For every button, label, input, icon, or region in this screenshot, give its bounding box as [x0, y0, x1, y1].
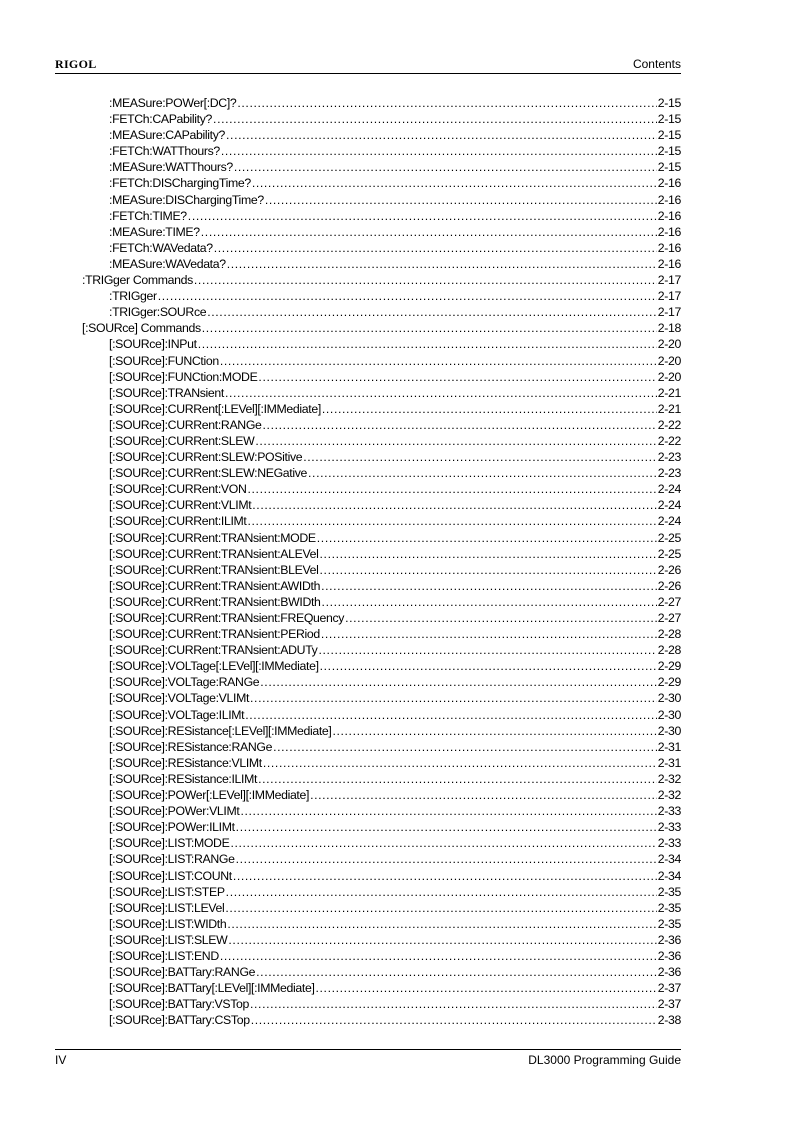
toc-entry[interactable]	[82, 771, 681, 787]
dot-leader	[316, 980, 657, 996]
toc-entry[interactable]	[82, 980, 681, 996]
toc-entry-page: 2-32	[657, 788, 681, 803]
toc-entry-title: [:SOURce]:CURRent:TRANsient:BLEVel	[109, 562, 319, 577]
toc-section-entry[interactable]	[82, 272, 681, 288]
toc-entry-page: 2-37	[657, 981, 681, 996]
toc-entry-page: 2-15	[657, 160, 681, 175]
toc-entry-title: [:SOURce]:CURRent:VON	[109, 482, 247, 497]
toc-entry[interactable]	[82, 256, 681, 272]
dot-leader	[225, 900, 656, 916]
dot-leader	[308, 465, 657, 481]
toc-entry-title: [:SOURce]:RESistance[:LEVel][:IMMediate]	[109, 723, 332, 738]
toc-entry-page: 2-17	[657, 305, 681, 320]
toc-entry[interactable]	[82, 224, 681, 240]
toc-entry-page: 2-15	[657, 128, 681, 143]
toc-entry-title: :FETCh:CAPability?	[109, 112, 213, 127]
toc-entry[interactable]	[82, 497, 681, 513]
toc-entry[interactable]	[82, 513, 681, 529]
dot-leader	[256, 964, 657, 980]
toc-entry-title: [:SOURce]:CURRent:TRANsient:ALEVel	[109, 546, 319, 561]
toc-entry-title: [:SOURce]:LIST:WIDth	[109, 916, 227, 931]
toc-entry[interactable]	[82, 739, 681, 755]
dot-leader	[317, 530, 657, 546]
toc-entry-page: 2-16	[657, 208, 681, 223]
toc-entry[interactable]	[82, 433, 681, 449]
toc-entry[interactable]	[82, 868, 681, 884]
toc-entry-title: :TRIGger	[109, 289, 157, 304]
toc-entry-page: 2-20	[657, 337, 681, 352]
dot-leader	[227, 916, 656, 932]
dot-leader	[255, 433, 656, 449]
toc-entry-title: [:SOURce]:LIST:END	[109, 948, 219, 963]
dot-leader	[252, 175, 657, 191]
toc-entry-page: 2-17	[657, 273, 681, 288]
dot-leader	[227, 256, 657, 272]
toc-entry-page: 2-24	[657, 482, 681, 497]
toc-entry-title: :TRIGger:SOURce	[109, 305, 207, 320]
toc-entry-title: [:SOURce]:CURRent:SLEW:NEGative	[109, 466, 308, 481]
toc-entry[interactable]	[82, 964, 681, 980]
toc-entry[interactable]	[82, 884, 681, 900]
toc-entry-page: 2-16	[657, 256, 681, 271]
dot-leader	[250, 690, 657, 706]
toc-entry-title: [:SOURce]:INPut	[109, 337, 197, 352]
toc-entry[interactable]	[82, 755, 681, 771]
toc-entry-page: 2-21	[657, 401, 681, 416]
toc-entry[interactable]	[82, 449, 681, 465]
toc-entry-title: [:SOURce]:CURRent:TRANsient:AWIDth	[109, 578, 321, 593]
toc-entry-page: 2-31	[657, 755, 681, 770]
toc-entry-title: [:SOURce]:FUNCtion	[109, 353, 219, 368]
dot-leader	[250, 996, 657, 1012]
toc-entry-title: [:SOURce]:FUNCtion:MODE	[109, 369, 258, 384]
toc-entry-title: [:SOURce]:VOLTage:RANGe	[109, 675, 260, 690]
dot-leader	[310, 787, 657, 803]
dot-leader	[303, 449, 657, 465]
dot-leader	[252, 497, 657, 513]
toc-entry-title: :FETCh:WAVedata?	[109, 240, 213, 255]
toc-entry-title: [:SOURce]:BATTary:CSTop	[109, 1013, 250, 1028]
toc-entry-page: 2-23	[657, 466, 681, 481]
toc-entry-title: :MEASure:TIME?	[109, 224, 200, 239]
toc-entry[interactable]	[82, 707, 681, 723]
dot-leader	[263, 755, 657, 771]
toc-entry-title: [:SOURce]:LIST:MODE	[109, 836, 230, 851]
toc-entry-page: 2-28	[657, 643, 681, 658]
toc-entry[interactable]	[82, 401, 681, 417]
toc-entry-page: 2-20	[657, 369, 681, 384]
toc-entry[interactable]	[82, 835, 681, 851]
toc-entry-page: 2-24	[657, 498, 681, 513]
toc-entry[interactable]	[82, 159, 681, 175]
toc-entry-title: [:SOURce] Commands	[82, 321, 201, 336]
document-title: DL3000 Programming Guide	[528, 1053, 681, 1067]
toc-entry-title: :FETCh:TIME?	[109, 208, 187, 223]
dot-leader	[194, 272, 657, 288]
toc-entry-title: :MEASure:WATThours?	[109, 160, 233, 175]
toc-entry-title: [:SOURce]:POWer:ILIMt	[109, 820, 235, 835]
dot-leader	[332, 723, 656, 739]
toc-entry-title: [:SOURce]:POWer[:LEVel][:IMMediate]	[109, 788, 310, 803]
dot-leader	[248, 513, 657, 529]
toc-entry-page: 2-38	[657, 1013, 681, 1028]
toc-entry-page: 2-20	[657, 353, 681, 368]
dot-leader	[248, 481, 657, 497]
toc-entry[interactable]	[82, 304, 681, 320]
dot-leader	[233, 868, 657, 884]
toc-entry-page: 2-27	[657, 611, 681, 625]
toc-entry-page: 2-27	[657, 594, 681, 609]
dot-leader	[220, 948, 657, 964]
page-number: IV	[55, 1053, 67, 1067]
dot-leader	[322, 594, 657, 610]
toc-entry[interactable]	[82, 900, 681, 916]
dot-leader	[320, 546, 657, 562]
toc-entry-title: :TRIGger Commands	[82, 273, 193, 288]
toc-entry[interactable]	[82, 385, 681, 401]
toc-entry-title: [:SOURce]:CURRent:SLEW	[109, 433, 255, 448]
toc-entry[interactable]	[82, 803, 681, 819]
toc-entry-page: 2-16	[657, 240, 681, 255]
toc-entry-page: 2-21	[657, 385, 681, 400]
toc-entry-title: [:SOURce]:CURRent:TRANsient:ADUTy	[109, 643, 318, 658]
toc-entry-title: [:SOURce]:BATTary:VSTop	[109, 997, 250, 1012]
toc-entry-page: 2-32	[657, 771, 681, 786]
toc-entry[interactable]	[82, 690, 681, 706]
toc-entry-page: 2-33	[657, 836, 681, 851]
toc-entry-page: 2-36	[657, 948, 681, 963]
toc-entry[interactable]	[82, 127, 681, 143]
dot-leader	[236, 819, 657, 835]
toc-entry-page: 2-35	[657, 884, 681, 899]
dot-leader	[226, 884, 657, 900]
toc-entry-page: 2-34	[657, 852, 681, 867]
toc-entry-page: 2-33	[657, 804, 681, 819]
toc-entry-page: 2-31	[657, 739, 681, 754]
toc-entry-title: [:SOURce]:LIST:LEVel	[109, 900, 225, 915]
dot-leader	[201, 224, 657, 240]
toc-entry-page: 2-35	[657, 900, 681, 915]
toc-entry-page: 2-16	[657, 176, 681, 191]
toc-entry[interactable]	[82, 1012, 681, 1028]
toc-entry-page: 2-29	[657, 659, 681, 674]
toc-entry-page: 2-33	[657, 820, 681, 835]
dot-leader	[322, 401, 657, 417]
toc-entry[interactable]	[82, 819, 681, 835]
dot-leader	[265, 192, 657, 208]
toc-entry-title: [:SOURce]:VOLTage:ILIMt	[109, 707, 245, 722]
dot-leader	[258, 771, 657, 787]
toc-entry-title: [:SOURce]:CURRent:SLEW:POSitive	[109, 450, 303, 465]
toc-entry-page: 2-30	[657, 691, 681, 706]
dot-leader	[321, 578, 657, 594]
dot-leader	[245, 707, 657, 723]
toc-entry[interactable]	[82, 932, 681, 948]
toc-entry-page: 2-26	[657, 578, 681, 593]
toc-entry[interactable]	[82, 143, 681, 159]
toc-entry-title: [:SOURce]:LIST:COUNt	[109, 868, 232, 883]
dot-leader	[251, 1012, 657, 1028]
toc-entry-title: [:SOURce]:CURRent[:LEVel][:IMMediate]	[109, 401, 321, 416]
toc-entry[interactable]	[82, 111, 681, 127]
table-of-contents	[82, 95, 681, 1028]
toc-entry-page: 2-28	[657, 627, 681, 642]
brand-logo: RIGOL	[55, 57, 97, 71]
toc-entry-title: [:SOURce]:TRANsient	[109, 385, 224, 400]
toc-entry[interactable]	[82, 546, 681, 562]
dot-leader	[230, 835, 656, 851]
toc-entry-page: 2-36	[657, 932, 681, 947]
toc-entry[interactable]	[82, 95, 681, 111]
toc-entry-title: [:SOURce]:BATTary:RANGe	[109, 965, 256, 980]
toc-entry[interactable]	[82, 288, 681, 304]
toc-entry-title: :MEASure:CAPability?	[109, 128, 226, 143]
toc-entry-title: [:SOURce]:POWer:VLIMt	[109, 804, 240, 819]
toc-entry-title: :MEASure:WAVedata?	[109, 256, 226, 271]
toc-entry-title: [:SOURce]:CURRent:VLIMt	[109, 498, 252, 513]
toc-entry-page: 2-16	[657, 192, 681, 207]
dot-leader	[320, 562, 657, 578]
toc-entry-page: 2-24	[657, 514, 681, 529]
toc-entry[interactable]	[82, 948, 681, 964]
dot-leader	[321, 626, 657, 642]
toc-entry-page: 2-35	[657, 916, 681, 931]
dot-leader	[345, 610, 657, 626]
toc-entry-title: [:SOURce]:LIST:SLEW	[109, 932, 228, 947]
toc-entry[interactable]	[82, 353, 681, 369]
dot-leader	[213, 111, 657, 127]
toc-entry-page: 2-18	[657, 321, 681, 336]
toc-entry-page: 2-16	[657, 224, 681, 239]
toc-entry-title: :FETCh:DISChargingTime?	[109, 176, 251, 191]
dot-leader	[273, 739, 657, 755]
toc-entry-page: 2-22	[657, 417, 681, 432]
toc-entry-title: :MEASure:POWer[:DC]?	[109, 96, 237, 110]
toc-entry[interactable]	[82, 916, 681, 932]
toc-entry-page: 2-30	[657, 707, 681, 722]
toc-entry[interactable]	[82, 175, 681, 191]
toc-entry[interactable]	[82, 417, 681, 433]
dot-leader	[318, 642, 656, 658]
toc-entry[interactable]	[82, 658, 681, 674]
toc-entry-page: 2-15	[657, 112, 681, 127]
toc-entry[interactable]	[82, 787, 681, 803]
dot-leader	[228, 932, 656, 948]
toc-entry-title: [:SOURce]:LIST:STEP	[109, 884, 225, 899]
toc-entry-page: 2-17	[657, 289, 681, 304]
dot-leader	[207, 304, 657, 320]
toc-entry-page: 2-15	[657, 144, 681, 159]
toc-entry[interactable]	[82, 851, 681, 867]
toc-entry[interactable]	[82, 674, 681, 690]
toc-entry-page: 2-25	[657, 530, 681, 545]
toc-entry-title: [:SOURce]:CURRent:TRANsient:BWIDth	[109, 594, 321, 609]
toc-entry[interactable]	[82, 465, 681, 481]
toc-entry[interactable]	[82, 578, 681, 594]
toc-entry-title: [:SOURce]:BATTary[:LEVel][:IMMediate]	[109, 981, 315, 996]
dot-leader	[260, 674, 657, 690]
toc-entry-title: [:SOURce]:RESistance:VLIMt	[109, 755, 262, 770]
toc-entry-title: [:SOURce]:CURRent:RANGe	[109, 417, 262, 432]
toc-entry[interactable]	[82, 626, 681, 642]
toc-entry-title: [:SOURce]:RESistance:RANGe	[109, 739, 273, 754]
toc-entry-title: [:SOURce]:CURRent:TRANsient:MODE	[109, 530, 316, 545]
dot-leader	[258, 369, 656, 385]
dot-leader	[198, 336, 657, 352]
toc-entry[interactable]	[82, 642, 681, 658]
toc-entry-page: 2-29	[657, 675, 681, 690]
dot-leader	[237, 95, 656, 111]
toc-entry-page: 2-30	[657, 723, 681, 738]
toc-entry-page: 2-25	[657, 546, 681, 561]
toc-entry[interactable]	[82, 562, 681, 578]
toc-entry-title: :MEASure:DISChargingTime?	[109, 192, 264, 207]
toc-entry-page: 2-26	[657, 562, 681, 577]
toc-entry[interactable]	[82, 996, 681, 1012]
toc-entry[interactable]	[82, 192, 681, 208]
page-footer	[55, 1049, 681, 1068]
dot-leader	[221, 143, 657, 159]
dot-leader	[214, 240, 657, 256]
dot-leader	[240, 803, 656, 819]
toc-entry[interactable]	[82, 481, 681, 497]
toc-entry-title: [:SOURce]:RESistance:ILIMt	[109, 771, 258, 786]
dot-leader	[158, 288, 657, 304]
toc-entry-title: [:SOURce]:VOLTage:VLIMt	[109, 691, 250, 706]
dot-leader	[320, 658, 657, 674]
toc-entry-page: 2-23	[657, 450, 681, 465]
toc-entry[interactable]	[82, 208, 681, 224]
toc-entry-page: 2-34	[657, 868, 681, 883]
toc-entry-title: [:SOURce]:VOLTage[:LEVel][:IMMediate]	[109, 659, 319, 674]
toc-entry-title: [:SOURce]:CURRent:TRANsient:PERiod	[109, 627, 320, 642]
page-header	[55, 57, 681, 74]
dot-leader	[188, 208, 657, 224]
toc-entry[interactable]	[82, 610, 681, 626]
toc-entry-title: [:SOURce]:LIST:RANGe	[109, 852, 235, 867]
toc-entry-page: 2-22	[657, 433, 681, 448]
dot-leader	[236, 851, 657, 867]
toc-entry[interactable]	[82, 336, 681, 352]
toc-entry[interactable]	[82, 530, 681, 546]
dot-leader	[234, 159, 657, 175]
dot-leader	[202, 320, 657, 336]
toc-entry-page: 2-36	[657, 965, 681, 980]
toc-entry-page: 2-37	[657, 997, 681, 1012]
section-label: Contents	[632, 57, 681, 71]
dot-leader	[225, 385, 657, 401]
toc-entry-title: [:SOURce]:CURRent:TRANsient:FREQuency	[109, 611, 345, 625]
dot-leader	[263, 417, 657, 433]
toc-entry-page: 2-15	[657, 96, 681, 110]
toc-entry[interactable]	[82, 369, 681, 385]
toc-entry-title: :FETCh:WATThours?	[109, 144, 220, 159]
toc-entry[interactable]	[82, 240, 681, 256]
toc-entry[interactable]	[82, 594, 681, 610]
toc-section-entry[interactable]	[82, 320, 681, 336]
toc-entry[interactable]	[82, 723, 681, 739]
dot-leader	[220, 353, 657, 369]
toc-entry-title: [:SOURce]:CURRent:ILIMt	[109, 514, 247, 529]
dot-leader	[226, 127, 657, 143]
